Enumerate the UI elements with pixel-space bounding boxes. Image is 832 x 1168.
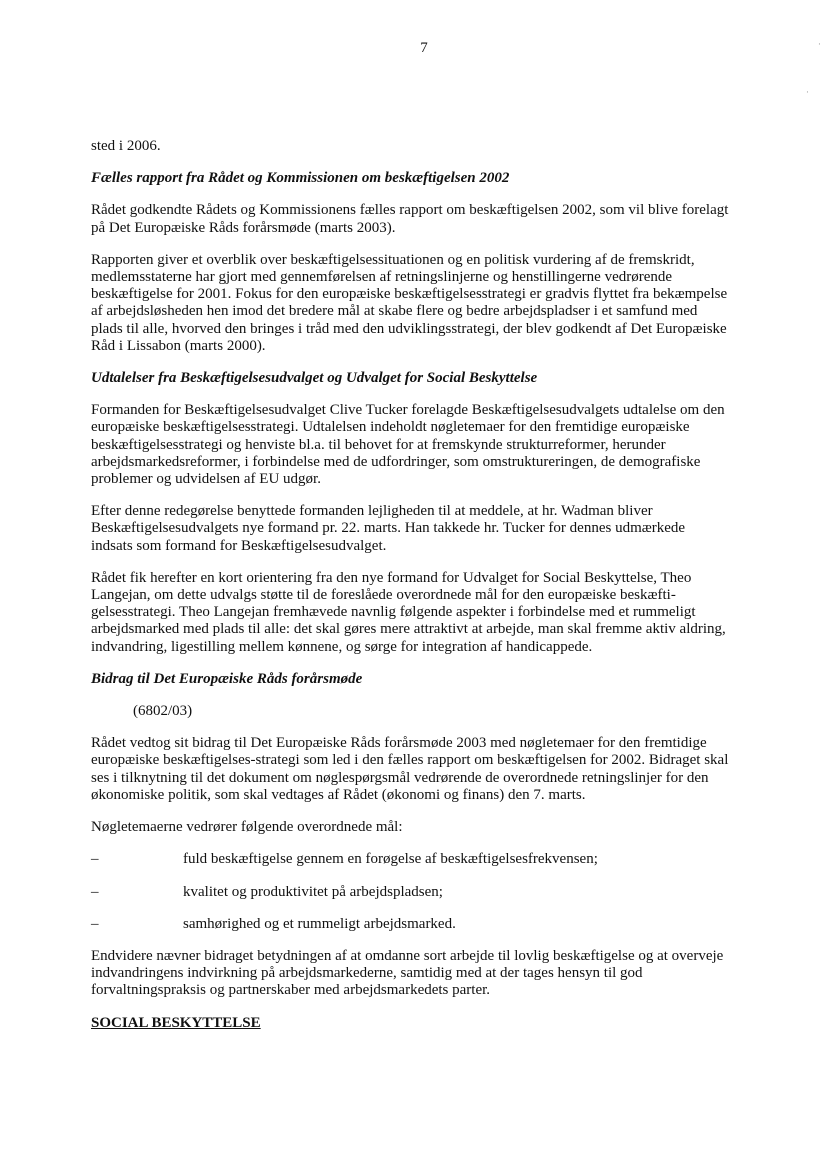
scan-speck: · [806, 88, 809, 98]
paragraph: Rådet fik herefter en kort orientering fra den nye formand for Udvalget for Social Beskyttelse, Theo Langejan, om dette udvalgs støtte til de foreslåede overordnede mål for den europæiske beskæfti- gelsesstrategi. Theo Langejan fremhævede navnlig følgende aspekter i forbindelse med et rummeligt arbejdsmarked med plads til alle: det skal gøres mere attraktivt at arbejde, man skal fremme aktiv aldring, indvandring, ligestilling mellem kønnene, og sørge for integration af handicappede. [91, 569, 726, 655]
dash-marker: – [91, 883, 99, 900]
scan-speck: · [818, 40, 821, 50]
paragraph: Rådet godkendte Rådets og Kommissionens fælles rapport om beskæftigelsen 2002, som vil blive forelagt på Det Europæiske Råds forårsmøde (marts 2003). [91, 202, 729, 236]
list-item-text: samhørighed og et rummeligt arbejdsmarked. [183, 915, 456, 932]
paragraph: Efter denne redegørelse benyttede formanden lejligheden til at meddele, at hr. Wadman bliver Beskæftigelsesudvalgets nye formand pr. 22. marts. Han takkede hr. Tucker for dennes udmærkede indsats som formand for Beskæftigelsesudvalget. [91, 503, 686, 554]
section-heading-udtalelser: Udtalelser fra Beskæftigelsesudvalget og Udvalget for Social Beskyttelse [91, 370, 538, 387]
list-item [91, 884, 751, 901]
paragraph: Endvidere nævner bidraget betydningen af at omdanne sort arbejde til lovlig beskæftigelse og at overveje indvandringens indvirkning på arbejdsmarkederne, samtidig med at der tages hensyn til god forvaltningspraksis og partnerskaber med arbejdsmarkedets parter. [91, 947, 724, 999]
paragraph: Formanden for Beskæftigelsesudvalget Clive Tucker forelagde Beskæftigelsesudvalgets udtalelse om den europæiske beskæftigelsesstrategi. Udtalelsen indeholdt nøgletemaer for den fremtidige europæiske beskæftigelsesstrategi og henviste bl.a. til behovet for at fremskynde strukturreformer, herunder arbejdsmarkedsreformer, i forbindelse med de udfordringer, som omstruktureringen, de demografiske problemer og udvidelsen af EU udgør. [91, 402, 725, 488]
dash-marker: – [91, 851, 99, 868]
paragraph: Rådet vedtog sit bidrag til Det Europæiske Råds forårsmøde 2003 med nøgletemaer for den fremtidige europæiske beskæftigelses-strategi som led i den fælles rapport om beskæftigelsen for 2002. Bidraget skal ses i tilknytning til det dokument om nøglespørgsmål vedrørende de overordnede retningslinjer for den økonomiske politik, som skal vedtages af Rådet (økonomi og finans) den 7. marts. [91, 735, 729, 803]
lead-fragment: sted i 2006. [91, 138, 161, 154]
paragraph: Nøgletemaerne vedrører følgende overordnede mål: [91, 819, 403, 836]
paragraph: Rapporten giver et overblik over beskæftigelsessituationen og en politisk vurdering af de fremskridt, medlemsstaterne har gjort med gennemførelsen af retningslinjerne og henstillingerne vedrørende beskæftigelse for 2001. Fokus for den europæiske beskæftigelsesstrategi er gradvis flyttet fra bekæmpelse af arbejdsløsheden hen imod det bredere mål at skabe flere og bedre arbejdspladser i et samfund med plads til alle, hvorved den bringes i tråd med den udviklingsstrategi, der blev godkendt af Det Europæiske Råd i Lissabon (marts 2000). [91, 251, 728, 354]
dash-marker: – [91, 915, 99, 932]
document-body [91, 138, 751, 1032]
section-heading-faelles-rapport: Fælles rapport fra Rådet og Kommissionen om beskæftigelsen 2002 [91, 170, 510, 187]
document-reference: (6802/03) [133, 703, 193, 720]
section-heading-social-beskyttelse: SOCIAL BESKYTTELSE [91, 1014, 261, 1031]
section-heading-bidrag: Bidrag til Det Europæiske Råds forårsmøde [91, 670, 363, 687]
list-item [91, 916, 751, 933]
page-number: 7 [420, 40, 428, 56]
list-item-text: kvalitet og produktivitet på arbejdspladsen; [183, 883, 443, 900]
list-item [91, 851, 751, 868]
list-item-text: fuld beskæftigelse gennem en forøgelse af beskæftigelsesfrekvensen; [183, 851, 598, 868]
